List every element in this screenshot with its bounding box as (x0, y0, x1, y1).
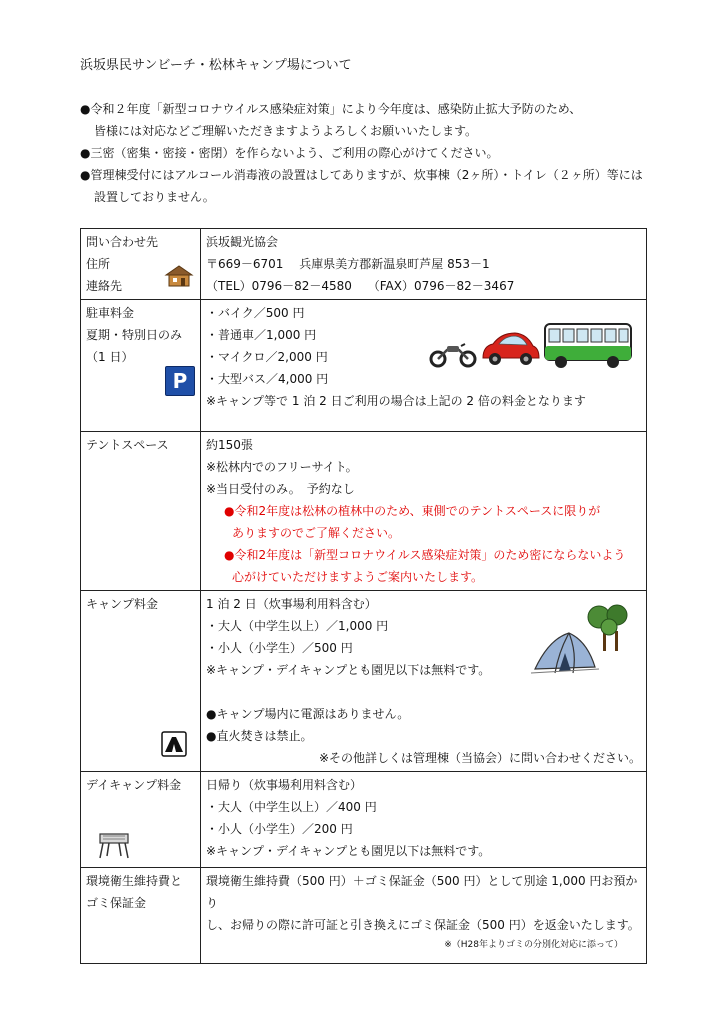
parking-value-cell (201, 300, 647, 432)
contact-row (81, 229, 647, 300)
env-fee-line: し、お帰りの際に許可証と引き換えにゴミ保証金（500 円）を返金いたします。 (206, 918, 640, 932)
daycamp-day: 日帰り（炊事場利用料含む） (206, 778, 363, 792)
camp-value-cell (201, 591, 647, 772)
parking-sign-icon: P (165, 366, 195, 396)
daycamp-adult-fee: ・大人（中学生以上）／400 円 (206, 800, 377, 814)
car-icon (479, 330, 541, 368)
info-table (80, 228, 647, 964)
camp-child-fee: ・小人（小学生）／500 円 (206, 641, 353, 655)
page-title: 浜坂県民サンビーチ・松林キャンプ場について (80, 58, 352, 73)
tent-row (81, 432, 647, 591)
deposit-label: ゴミ保証金 (86, 896, 147, 910)
parking-label-cell (81, 300, 201, 432)
tent-red-notice: ありますのでご了解ください。 (232, 526, 401, 540)
env-row (81, 868, 647, 964)
daycamp-row (81, 772, 647, 868)
env-label: 環境衛生維持費と (86, 874, 183, 888)
contact-info-label: 連絡先 (86, 279, 123, 293)
camp-adult-fee: ・大人（中学生以上）／1,000 円 (206, 619, 389, 633)
notice-list (80, 98, 680, 208)
parking-car: ・普通車／1,000 円 (206, 328, 317, 342)
camp-stay: 1 泊 2 日（炊事場利用料含む） (206, 597, 377, 611)
notice-line: 皆様には対応などご理解いただきますようよろしくお願いいたします。 (94, 124, 478, 138)
parking-row (81, 300, 647, 432)
env-small-note: ※（H28年よりゴミの分別化対応に添って） (444, 940, 623, 950)
camp-row (81, 591, 647, 772)
notice-line: ●三密（密集・密接・密閉）を作らないよう、ご利用の際心がけてください。 (80, 146, 499, 160)
camp-fire-note: ●直火焚きは禁止。 (206, 729, 313, 743)
parking-micro: ・マイクロ／2,000 円 (206, 350, 328, 364)
tent-label: テントスペース (86, 438, 169, 452)
daycamp-value-cell (201, 772, 647, 868)
parking-bus: ・大型バス／4,000 円 (206, 372, 329, 386)
camp-power-note: ●キャンプ場内に電源はありません。 (206, 707, 410, 721)
camp-free-note: ※キャンプ・デイキャンプとも園児以下は無料です。 (206, 663, 491, 677)
tent-capacity: 約150張 (206, 438, 253, 452)
tent-red-notice: ●令和2年度は「新型コロナウイルス感染症対策」のため密にならないよう (224, 548, 626, 562)
motorcycle-icon (429, 338, 477, 368)
notice-line: ●管理棟受付にはアルコール消毒液の設置はしてありますが、炊事棟（2ヶ所）・トイレ（２ヶ所）等には (80, 168, 643, 182)
tent-red-notice: ●令和2年度は松林の植林中のため、東側でのテントスペースに限りが (224, 504, 601, 518)
camp-contact-note: ※その他詳しくは管理棟（当協会）に問い合わせください。 (318, 751, 641, 765)
camping-tent-icon (529, 601, 629, 689)
tent-value-cell (201, 432, 647, 591)
tent-red-notice: 心がけていただけますようご案内いたします。 (232, 570, 484, 584)
daycamp-label-cell (81, 772, 201, 868)
notice-line: ●令和２年度「新型コロナウイルス感染症対策」により今年度は、感染防止拡大予防のため、 (80, 102, 582, 116)
daycamp-label: デイキャンプ料金 (86, 778, 182, 792)
contact-label-cell (81, 229, 201, 300)
parking-note: ※キャンプ等で 1 泊 2 日ご利用の場合は上記の 2 倍の料金となります (206, 394, 586, 408)
parking-bike: ・バイク／500 円 (206, 306, 305, 320)
house-icon (164, 264, 194, 288)
parking-label: 駐車料金 (86, 306, 135, 320)
camp-label-cell (81, 591, 201, 772)
bus-icon (543, 322, 633, 370)
contact-label: 問い合わせ先 (86, 235, 159, 249)
contact-value-cell (201, 229, 647, 300)
daycamp-child-fee: ・小人（小学生）／200 円 (206, 822, 353, 836)
daycamp-free-note: ※キャンプ・デイキャンプとも園児以下は無料です。 (206, 844, 491, 858)
tent-note-free: ※松林内でのフリーサイト。 (206, 460, 358, 474)
env-fee-line: 環境衛生維持費（500 円）＋ゴミ保証金（500 円）として別途 1,000 円お預かり (206, 874, 638, 910)
tent-note-reception: ※当日受付のみ。 予約なし (206, 482, 355, 496)
env-label-cell (81, 868, 201, 964)
tent-label-cell (81, 432, 201, 591)
address-label: 住所 (86, 257, 111, 271)
association-name: 浜坂観光協会 (206, 235, 279, 249)
bbq-grill-icon (97, 830, 131, 860)
notice-line: 設置しておりません。 (94, 190, 215, 204)
phone-fax: （TEL）0796－82－4580 （FAX）0796－82－3467 (206, 279, 515, 293)
tent-sign-icon (161, 731, 187, 757)
env-value-cell (201, 868, 647, 964)
address: 〒669－6701 兵庫県美方郡新温泉町芦屋 853－1 (206, 257, 490, 271)
camp-label: キャンプ料金 (86, 597, 159, 611)
parking-unit: （1 日） (86, 350, 134, 364)
parking-period: 夏期・特別日のみ (86, 328, 183, 342)
